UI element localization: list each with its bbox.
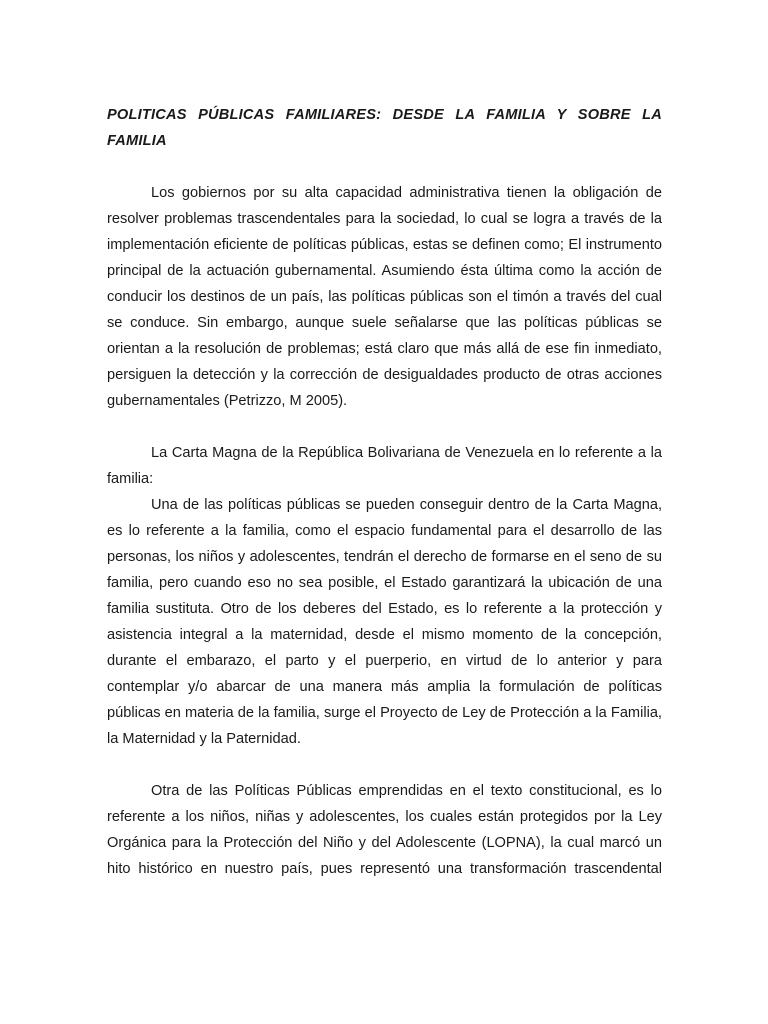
spacer	[107, 414, 662, 440]
paragraph-lopna: Otra de las Políticas Públicas emprendidas en el texto constitucional, es lo referente a los niños, niñas y adolescentes, los cuales están protegidos por la Ley Orgánica para la Protección del Niño y del Adolescente (LOPNA), la cual marcó un hito histórico en nuestro país, pues representó una transformación trascendental	[107, 783, 662, 877]
document-title: POLITICAS PÚBLICAS FAMILIARES: DESDE LA FAMILIA Y SOBRE LA FAMILIA	[107, 107, 662, 149]
paragraph-carta-magna-heading: La Carta Magna de la República Bolivariana de Venezuela en lo referente a la familia:	[107, 445, 662, 487]
paragraph-familia: Una de las políticas públicas se pueden conseguir dentro de la Carta Magna, es lo referente a la familia, como el espacio fundamental para el desarrollo de las personas, los niños y adolescentes, tendrán el derecho de formarse en el seno de su familia, pero cuando eso no sea posible, el Estado garantizará la ubicación de una familia sustituta. Otro de los deberes del Estado, es lo referente a la protección y asistencia integral a la maternidad, desde el mismo momento de la concepción, durante el embarazo, el parto y el puerperio, en virtud de lo anterior y para contemplar y/o abarcar de una manera más amplia la formulación de políticas públicas en materia de la familia, surge el Proyecto de Ley de Protección a la Familia, la Maternidad y la Paternidad.	[107, 497, 662, 747]
spacer	[107, 752, 662, 778]
paragraph-intro: Los gobiernos por su alta capacidad administrativa tienen la obligación de resolver problemas trascendentales para la sociedad, lo cual se logra a través de la implementación eficiente de políticas públicas, estas se definen como; El instrumento principal de la actuación gubernamental. Asumiendo ésta última como la acción de conducir los destinos de un país, las políticas públicas son el timón a través del cual se conduce. Sin embargo, aunque suele señalarse que las políticas públicas se orientan a la resolución de problemas; está claro que más allá de ese fin inmediato, persiguen la detección y la corrección de desigualdades producto de otras acciones gubernamentales (Petrizzo, M 2005).	[107, 185, 662, 409]
document-page	[107, 102, 662, 882]
spacer	[107, 154, 662, 180]
